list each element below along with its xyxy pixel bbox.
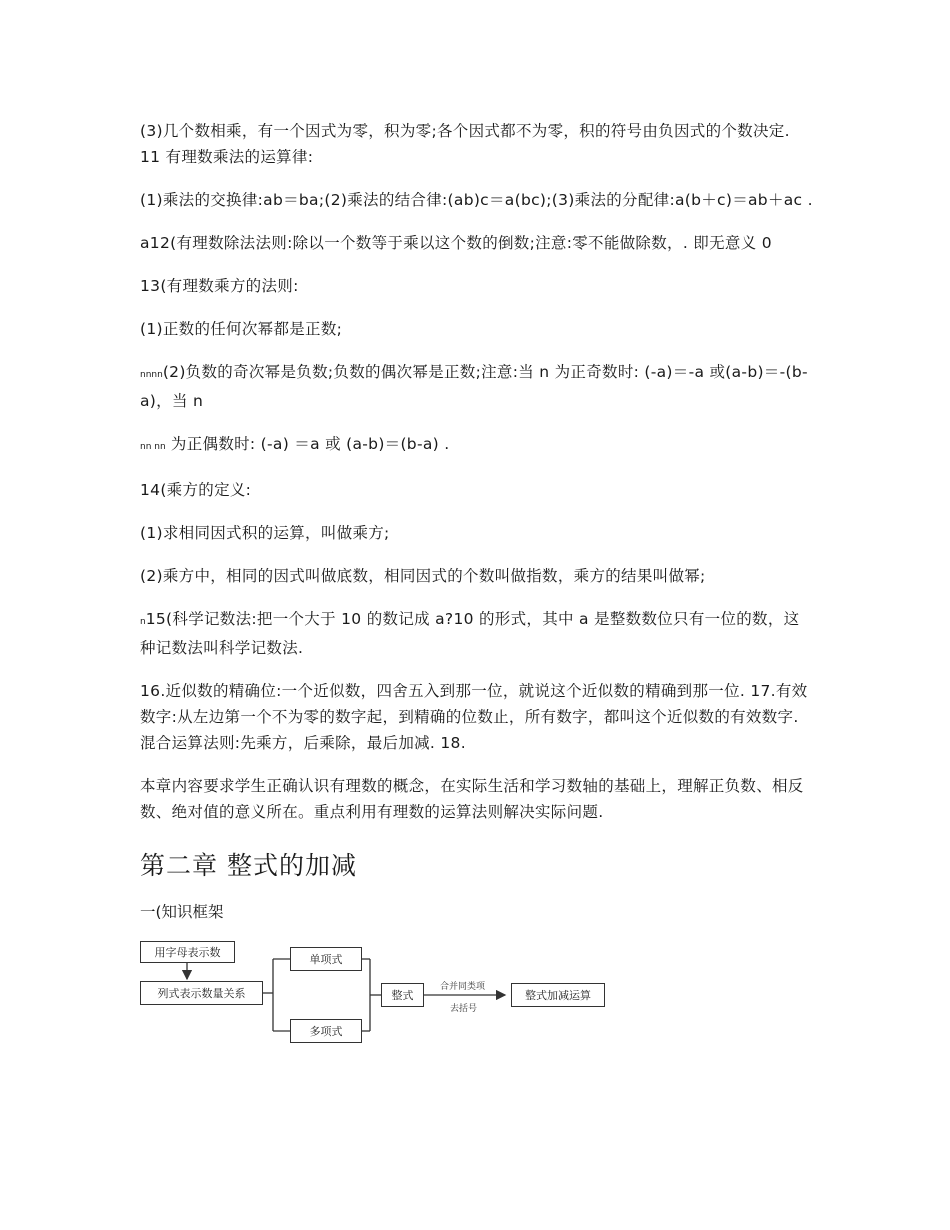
paragraph-scientific-notation (140, 606, 815, 661)
paragraph-division-rule: a12(有理数除法法则:除以一个数等于乘以这个数的倒数;注意:零不能做除数，. 即无意义 0 (140, 234, 772, 252)
paragraph-power-definition-2: (2)乘方中，相同的因式叫做底数，相同因式的个数叫做指数，乘方的结果叫做幂; (140, 567, 706, 585)
paragraph-multiplication-sign: (3)几个数相乘，有一个因式为零，积为零;各个因式都不为零，积的符号由负因式的个数决定. 11 有理数乘法的运算律: (140, 122, 790, 166)
edge-label-combine-like-terms: 合并同类项 (440, 982, 486, 992)
paragraph-positive-power: (1)正数的任何次幂都是正数; (140, 320, 343, 338)
paragraph-negative-power (140, 359, 815, 414)
superscript-residue: nn nn (140, 442, 166, 452)
paragraph-multiplication-laws: (1)乘法的交换律:ab＝ba;(2)乘法的结合律:(ab)c＝a(bc);(3)乘法的分配律:a(b＋c)＝ab＋ac . (140, 191, 813, 209)
node-addition-subtraction: 整式加减运算 (511, 983, 605, 1007)
node-integral-expression: 整式 (381, 983, 424, 1007)
knowledge-framework-diagram (140, 935, 620, 1055)
node-letters: 用字母表示数 (140, 941, 235, 963)
node-quantity-relations: 列式表示数量关系 (140, 981, 263, 1005)
paragraph-even-power (140, 431, 815, 460)
section-title: 一(知识框架 (140, 903, 224, 921)
chapter-title: 第二章 整式的加减 (140, 851, 357, 880)
document-page (140, 118, 815, 1055)
paragraph-negative-power-text: (2)负数的奇次幂是负数;负数的偶次幂是正数;注意:当 n 为正奇数时: (-a)＝-a 或(a-b)＝-(b-a)，当 n (140, 363, 808, 410)
paragraph-chapter-summary: 本章内容要求学生正确认识有理数的概念，在实际生活和学习数轴的基础上，理解正负数、相反数、绝对值的意义所在。重点利用有理数的运算法则解决实际问题. (140, 777, 804, 821)
paragraph-power-rule-heading: 13(有理数乘方的法则: (140, 277, 299, 295)
paragraph-power-definition-1: (1)求相同因式积的运算，叫做乘方; (140, 524, 390, 542)
paragraph-power-definition-heading: 14(乘方的定义: (140, 481, 252, 499)
superscript-residue: nnnn (140, 370, 163, 380)
node-monomial: 单项式 (290, 947, 362, 971)
edge-label-remove-brackets: 去括号 (450, 1004, 478, 1014)
paragraph-even-power-text: 为正偶数时: (-a) ＝a 或 (a-b)＝(b-a) . (170, 435, 450, 453)
superscript-residue: n (140, 617, 146, 627)
paragraph-approximation: 16.近似数的精确位:一个近似数，四舍五入到那一位，就说这个近似数的精确到那一位. 17.有效数字:从左边第一个不为零的数字起，到精确的位数止，所有数字，都叫这个近似数的有效数字. 混合运算法则:先乘方，后乘除，最后加减. 18. (140, 682, 808, 752)
node-polynomial: 多项式 (290, 1019, 362, 1043)
paragraph-scientific-notation-text: 15(科学记数法:把一个大于 10 的数记成 a?10 的形式，其中 a 是整数数位只有一位的数，这种记数法叫科学记数法. (140, 610, 800, 657)
